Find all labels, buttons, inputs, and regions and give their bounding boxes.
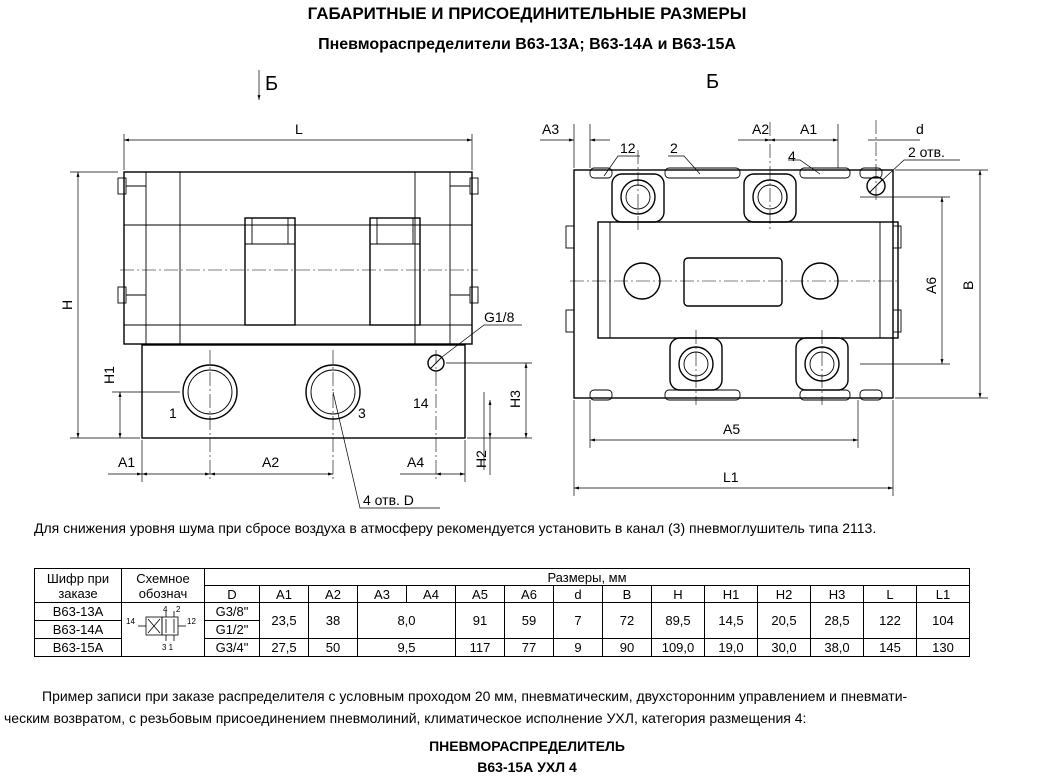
dim-L-label: L	[295, 121, 303, 137]
port-1-label: 1	[169, 405, 177, 421]
model-code: В63-15А	[35, 639, 122, 657]
dim-d-label: d	[916, 121, 924, 137]
cell-A2: 38	[309, 603, 358, 639]
holes-side-leader	[876, 160, 960, 186]
cell-H: 89,5	[652, 603, 705, 639]
page-title: ГАБАРИТНЫЕ И ПРИСОЕДИНИТЕЛЬНЫЕ РАЗМЕРЫ	[307, 4, 747, 23]
col-header: A5	[456, 586, 505, 603]
col-header: A4	[407, 586, 456, 603]
holes-label: 4 отв. D	[363, 492, 414, 508]
product-code: В63-15А УХЛ 4	[477, 759, 577, 775]
order-example-line1: Пример записи при заказе распределителя с условным проходом 20 мм, пневматическим, двухсторонним управлением и пневмати-	[42, 688, 908, 704]
model-code: В63-13А	[35, 603, 122, 621]
side-view-title: Б	[706, 71, 720, 93]
header-scheme: Схемное обознач	[122, 569, 205, 603]
col-header: B	[603, 586, 652, 603]
cell-A3-A4: 9,5	[358, 639, 456, 657]
solenoid-boss	[370, 218, 420, 325]
dim-A2-side-label: A2	[752, 121, 770, 137]
col-header: H	[652, 586, 705, 603]
dim-H3-label: H3	[507, 390, 523, 408]
dimensions-table	[34, 568, 970, 657]
dim-A1-label: A1	[118, 454, 136, 470]
cell-L: 122	[864, 603, 917, 639]
cell-B: 72	[603, 603, 652, 639]
cell-A1: 23,5	[260, 603, 309, 639]
scheme-symbol	[122, 603, 205, 657]
col-header: H2	[758, 586, 811, 603]
cell-D: G1/2"	[205, 621, 260, 639]
cell-H1: 14,5	[705, 603, 758, 639]
port-12-label: 12	[620, 140, 636, 156]
col-header: H1	[705, 586, 758, 603]
pilot-thread-leader	[442, 325, 522, 357]
dim-H-label: H	[59, 299, 75, 310]
base-plate	[142, 345, 465, 438]
col-header: A6	[505, 586, 554, 603]
screw-lug	[470, 287, 478, 303]
front-view	[59, 70, 532, 508]
order-example	[0, 685, 1054, 729]
cell-A6: 59	[505, 603, 554, 639]
cell-d: 7	[554, 603, 603, 639]
col-header: H3	[811, 586, 864, 603]
solenoid-boss	[245, 218, 295, 325]
dim-A4-label: A4	[407, 454, 425, 470]
cell-D: G3/4"	[205, 639, 260, 657]
cell-L1: 130	[917, 639, 970, 657]
dim-A3-label: A3	[542, 121, 560, 137]
port-2-label: 2	[670, 140, 678, 156]
cell-L1: 104	[917, 603, 970, 639]
cell-H: 109,0	[652, 639, 705, 657]
port-14-label: 14	[413, 395, 429, 411]
col-header: L	[864, 586, 917, 603]
cell-A3-A4: 8,0	[358, 603, 456, 639]
screw-lug	[118, 178, 126, 194]
port-3-label: 3	[358, 405, 366, 421]
cell-B: 90	[603, 639, 652, 657]
col-header: L1	[917, 586, 970, 603]
col-header: A2	[309, 586, 358, 603]
pilot-thread-label: G1/8	[484, 309, 515, 325]
dim-H1-label: H1	[101, 366, 117, 384]
symbol-port-14: 14	[126, 617, 135, 626]
dim-A5-label: A5	[723, 421, 741, 437]
screw-lug	[118, 287, 126, 303]
col-header: d	[554, 586, 603, 603]
symbol-port-31: 3 1	[162, 643, 174, 652]
cell-L: 145	[864, 639, 917, 657]
header-code: Шифр при заказе	[35, 569, 122, 603]
view-arrow-label: Б	[265, 73, 279, 95]
header-sizes: Размеры, мм	[205, 569, 970, 586]
cell-H2: 20,5	[758, 603, 811, 639]
port-4-label: 4	[788, 148, 796, 164]
valve-symbol	[124, 603, 202, 653]
dim-A6-label: A6	[923, 276, 939, 294]
cell-A6: 77	[505, 639, 554, 657]
symbol-port-2: 2	[176, 605, 181, 614]
cell-A5: 91	[456, 603, 505, 639]
noise-note: Для снижения уровня шума при сбросе воздуха в атмосферу рекомендуется установить в канал (3) пневмоглушитель типа 2113.	[34, 520, 877, 536]
valve-body-side	[598, 222, 898, 338]
order-example-line2: ческим возвратом, с резьбовым присоединением пневмолиний, климатическое исполнение УХЛ, категория размещения 4:	[4, 710, 807, 726]
holes-side-label: 2 отв.	[908, 144, 945, 160]
dim-A2-label: A2	[262, 454, 280, 470]
page-subtitle: Пневмораспределители В63-13А; В63-14А и В63-15А	[318, 36, 736, 53]
cell-H2: 30,0	[758, 639, 811, 657]
cell-H3: 28,5	[811, 603, 864, 639]
model-code: В63-14А	[35, 621, 122, 639]
col-header: A1	[260, 586, 309, 603]
cell-A5: 117	[456, 639, 505, 657]
screw-lug	[470, 178, 478, 194]
cell-A2: 50	[309, 639, 358, 657]
cell-D: G3/8"	[205, 603, 260, 621]
cell-d: 9	[554, 639, 603, 657]
symbol-port-12: 12	[187, 617, 196, 626]
dim-L1-label: L1	[723, 469, 739, 485]
dim-A1-side-label: A1	[800, 121, 818, 137]
cell-H3: 38,0	[811, 639, 864, 657]
dim-H2-label: H2	[473, 450, 489, 468]
dim-B-label: B	[960, 280, 976, 290]
cell-H1: 19,0	[705, 639, 758, 657]
product-name: ПНЕВМОРАСПРЕДЕЛИТЕЛЬ	[429, 738, 625, 754]
side-view	[540, 71, 988, 496]
symbol-port-4: 4	[163, 605, 168, 614]
cell-A1: 27,5	[260, 639, 309, 657]
col-header: D	[205, 586, 260, 603]
col-header: A3	[358, 586, 407, 603]
nameplate	[684, 258, 782, 306]
